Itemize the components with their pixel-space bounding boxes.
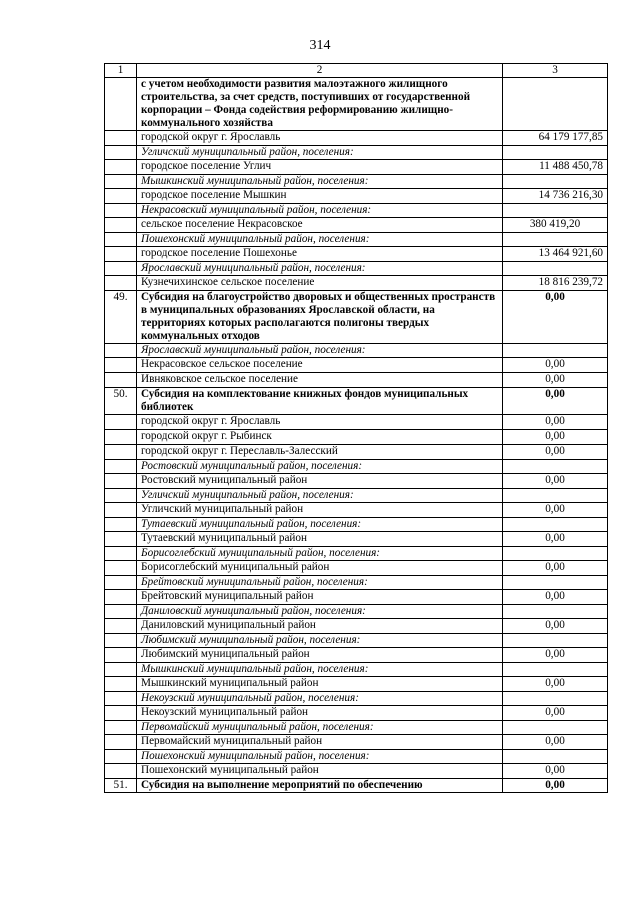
row-name-cell: Ярославский муниципальный район, поселения:: [137, 262, 503, 276]
row-name-cell: с учетом необходимости развития малоэтажного жилищного строительства, за счет средств, поступивших от государственной корпорации – Фонда содействия реформированию жилищно-коммунального хозяйства: [137, 78, 503, 131]
row-number-cell: [105, 721, 137, 735]
table-row: [105, 160, 608, 175]
row-amount-cell: [503, 175, 608, 189]
row-amount-cell: [503, 204, 608, 218]
row-number-cell: [105, 663, 137, 677]
table-row: [105, 532, 608, 547]
row-number-cell: 51.: [105, 779, 137, 793]
table-row: [105, 619, 608, 634]
row-amount-cell: 0,00: [503, 735, 608, 750]
subsidy-heading-row: [105, 291, 608, 344]
column-header-number: 1: [105, 64, 137, 78]
table-row: [105, 247, 608, 262]
row-amount-cell: 0,00: [503, 474, 608, 489]
row-number-cell: [105, 358, 137, 373]
row-number-cell: [105, 648, 137, 663]
table-row: [105, 131, 608, 146]
row-name-cell: Тутаевский муниципальный район: [137, 532, 503, 547]
row-number-cell: [105, 262, 137, 276]
row-name-cell: Даниловский муниципальный район: [137, 619, 503, 634]
table-row: [105, 430, 608, 445]
row-name-cell: Некрасовский муниципальный район, поселения:: [137, 204, 503, 218]
row-number-cell: 50.: [105, 388, 137, 415]
row-name-cell: Угличский муниципальный район: [137, 503, 503, 518]
row-name-cell: Угличский муниципальный район, поселения:: [137, 146, 503, 160]
row-number-cell: [105, 131, 137, 146]
row-number-cell: [105, 764, 137, 779]
row-number-cell: [105, 146, 137, 160]
row-name-cell: городское поселение Мышкин: [137, 189, 503, 204]
row-name-cell: Любимский муниципальный район: [137, 648, 503, 663]
district-group-row: [105, 547, 608, 561]
district-group-row: [105, 344, 608, 358]
row-number-cell: [105, 547, 137, 561]
row-number-cell: [105, 619, 137, 634]
table-row: [105, 445, 608, 460]
row-name-cell: Ростовский муниципальный район, поселения:: [137, 460, 503, 474]
table-row: [105, 735, 608, 750]
row-name-cell: городское поселение Углич: [137, 160, 503, 175]
district-group-row: [105, 576, 608, 590]
row-amount-cell: [503, 576, 608, 590]
table-row: [105, 648, 608, 663]
row-name-cell: Борисоглебский муниципальный район: [137, 561, 503, 576]
table-body: [105, 64, 608, 793]
row-name-cell: городской округ г. Ярославль: [137, 131, 503, 146]
row-name-cell: городской округ г. Рыбинск: [137, 430, 503, 445]
district-group-row: [105, 692, 608, 706]
row-amount-cell: 0,00: [503, 430, 608, 445]
row-number-cell: [105, 233, 137, 247]
row-number-cell: [105, 247, 137, 262]
row-number-cell: [105, 561, 137, 576]
row-name-cell: городской округ г. Ярославль: [137, 415, 503, 430]
table-row: [105, 358, 608, 373]
subsidy-heading-row: [105, 388, 608, 415]
column-header-name: 2: [137, 64, 503, 78]
table-row: [105, 474, 608, 489]
row-number-cell: [105, 735, 137, 750]
row-number-cell: [105, 692, 137, 706]
subsidy-heading-row: [105, 78, 608, 131]
table-row: [105, 677, 608, 692]
row-number-cell: [105, 460, 137, 474]
subsidy-heading-row: [105, 779, 608, 793]
row-number-cell: [105, 590, 137, 605]
table-row: [105, 590, 608, 605]
row-name-cell: Субсидия на выполнение мероприятий по обеспечению: [137, 779, 503, 793]
row-name-cell: Некоузский муниципальный район: [137, 706, 503, 721]
row-amount-cell: 0,00: [503, 648, 608, 663]
district-group-row: [105, 750, 608, 764]
row-name-cell: Некрасовское сельское поселение: [137, 358, 503, 373]
row-amount-cell: 0,00: [503, 532, 608, 547]
row-name-cell: Первомайский муниципальный район, поселения:: [137, 721, 503, 735]
district-group-row: [105, 204, 608, 218]
row-number-cell: [105, 175, 137, 189]
row-amount-cell: [503, 634, 608, 648]
row-amount-cell: [503, 663, 608, 677]
row-name-cell: Даниловский муниципальный район, поселения:: [137, 605, 503, 619]
row-name-cell: Мышкинский муниципальный район: [137, 677, 503, 692]
row-amount-cell: 11 488 450,78: [503, 160, 608, 175]
row-amount-cell: 0,00: [503, 561, 608, 576]
table-row: [105, 503, 608, 518]
row-number-cell: [105, 518, 137, 532]
table-row: [105, 561, 608, 576]
row-name-cell: Ивняковское сельское поселение: [137, 373, 503, 388]
row-amount-cell: 0,00: [503, 415, 608, 430]
row-name-cell: Субсидия на благоустройство дворовых и общественных пространств в муниципальных образованиях Ярославской области, на территориях которых располагаются полигоны твердых коммунальных отходов: [137, 291, 503, 344]
row-amount-cell: [503, 547, 608, 561]
row-name-cell: Некоузский муниципальный район, поселения:: [137, 692, 503, 706]
row-amount-cell: [503, 460, 608, 474]
district-group-row: [105, 605, 608, 619]
row-number-cell: [105, 189, 137, 204]
row-name-cell: Борисоглебский муниципальный район, поселения:: [137, 547, 503, 561]
row-number-cell: [105, 605, 137, 619]
row-name-cell: Субсидия на комплектование книжных фондов муниципальных библиотек: [137, 388, 503, 415]
table-row: [105, 415, 608, 430]
row-amount-cell: [503, 518, 608, 532]
district-group-row: [105, 175, 608, 189]
row-number-cell: [105, 474, 137, 489]
table-row: [105, 189, 608, 204]
row-name-cell: Пошехонский муниципальный район, поселения:: [137, 750, 503, 764]
row-number-cell: [105, 218, 137, 233]
district-group-row: [105, 233, 608, 247]
row-number-cell: [105, 489, 137, 503]
row-number-cell: [105, 706, 137, 721]
row-amount-cell: [503, 78, 608, 131]
row-name-cell: Кузнечихинское сельское поселение: [137, 276, 503, 291]
row-name-cell: Тутаевский муниципальный район, поселения:: [137, 518, 503, 532]
row-amount-cell: 0,00: [503, 445, 608, 460]
row-name-cell: Мышкинский муниципальный район, поселения:: [137, 175, 503, 189]
row-number-cell: [105, 373, 137, 388]
district-group-row: [105, 721, 608, 735]
row-number-cell: [105, 576, 137, 590]
row-number-cell: [105, 503, 137, 518]
table-row: [105, 276, 608, 291]
row-name-cell: Ярославский муниципальный район, поселения:: [137, 344, 503, 358]
row-amount-cell: 18 816 239,72: [503, 276, 608, 291]
table-row: [105, 218, 608, 233]
row-number-cell: [105, 276, 137, 291]
row-amount-cell: 0,00: [503, 590, 608, 605]
row-amount-cell: 0,00: [503, 677, 608, 692]
row-amount-cell: [503, 692, 608, 706]
district-group-row: [105, 489, 608, 503]
row-number-cell: [105, 415, 137, 430]
row-amount-cell: [503, 146, 608, 160]
row-amount-cell: 0,00: [503, 503, 608, 518]
row-amount-cell: 0,00: [503, 764, 608, 779]
row-number-cell: [105, 445, 137, 460]
page-number: 314: [309, 38, 331, 53]
row-number-cell: [105, 430, 137, 445]
row-number-cell: 49.: [105, 291, 137, 344]
row-amount-cell: 0,00: [503, 779, 608, 793]
district-group-row: [105, 663, 608, 677]
row-name-cell: Любимский муниципальный район, поселения:: [137, 634, 503, 648]
row-number-cell: [105, 634, 137, 648]
row-amount-cell: 0,00: [503, 358, 608, 373]
row-amount-cell: [503, 489, 608, 503]
row-name-cell: Угличский муниципальный район, поселения:: [137, 489, 503, 503]
row-number-cell: [105, 344, 137, 358]
row-number-cell: [105, 532, 137, 547]
row-amount-cell: [503, 721, 608, 735]
district-group-row: [105, 634, 608, 648]
table-row: [105, 373, 608, 388]
row-name-cell: Мышкинский муниципальный район, поселения:: [137, 663, 503, 677]
district-group-row: [105, 518, 608, 532]
row-name-cell: сельское поселение Некрасовское: [137, 218, 503, 233]
table-row: [105, 764, 608, 779]
row-amount-cell: 0,00: [503, 291, 608, 344]
row-amount-cell: 0,00: [503, 388, 608, 415]
column-header-amount: 3: [503, 64, 608, 78]
row-number-cell: [105, 78, 137, 131]
row-amount-cell: [503, 344, 608, 358]
budget-table: [104, 63, 608, 793]
row-amount-cell: [503, 750, 608, 764]
row-name-cell: Брейтовский муниципальный район: [137, 590, 503, 605]
row-number-cell: [105, 677, 137, 692]
row-amount-cell: 380 419,20: [503, 218, 608, 233]
row-name-cell: городской округ г. Переславль-Залесский: [137, 445, 503, 460]
row-amount-cell: 14 736 216,30: [503, 189, 608, 204]
table-header-row: [105, 64, 608, 78]
district-group-row: [105, 262, 608, 276]
district-group-row: [105, 146, 608, 160]
row-name-cell: Пошехонский муниципальный район, поселения:: [137, 233, 503, 247]
row-name-cell: Первомайский муниципальный район: [137, 735, 503, 750]
row-amount-cell: 0,00: [503, 373, 608, 388]
district-group-row: [105, 460, 608, 474]
row-amount-cell: 64 179 177,85: [503, 131, 608, 146]
row-number-cell: [105, 750, 137, 764]
row-name-cell: Брейтовский муниципальный район, поселения:: [137, 576, 503, 590]
row-number-cell: [105, 204, 137, 218]
row-amount-cell: 0,00: [503, 706, 608, 721]
row-amount-cell: 0,00: [503, 619, 608, 634]
row-amount-cell: [503, 233, 608, 247]
row-amount-cell: [503, 605, 608, 619]
row-amount-cell: [503, 262, 608, 276]
row-name-cell: городское поселение Пошехонье: [137, 247, 503, 262]
row-amount-cell: 13 464 921,60: [503, 247, 608, 262]
table-row: [105, 706, 608, 721]
row-name-cell: Ростовский муниципальный район: [137, 474, 503, 489]
row-number-cell: [105, 160, 137, 175]
row-name-cell: Пошехонский муниципальный район: [137, 764, 503, 779]
